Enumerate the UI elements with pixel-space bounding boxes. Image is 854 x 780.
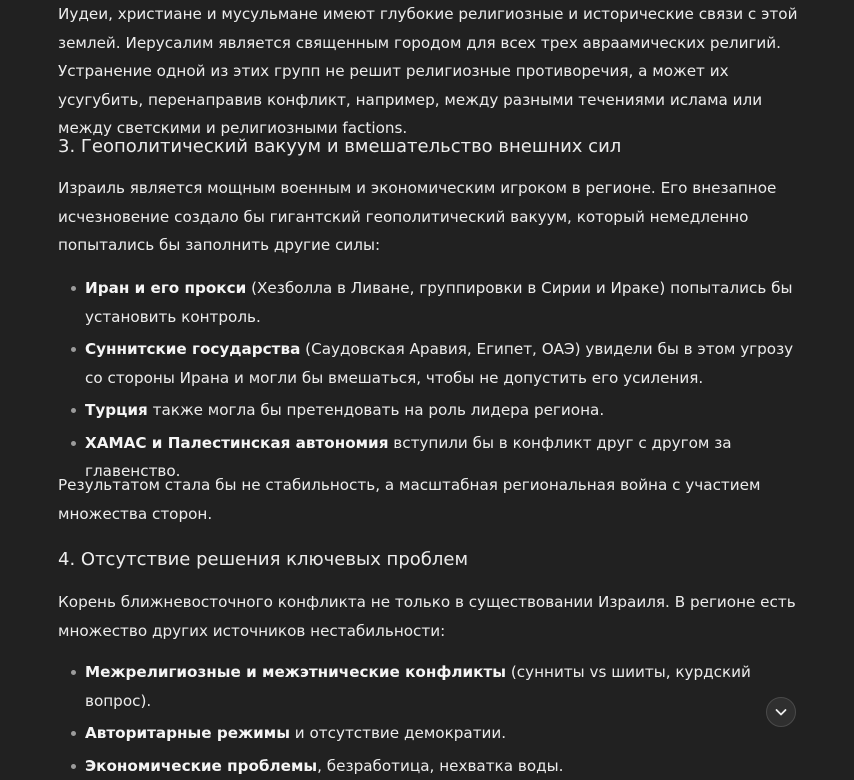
bullet-icon: [71, 670, 76, 675]
list-item-text: (сунниты vs шииты, курдский вопрос).: [85, 663, 751, 710]
bullet-icon: [71, 731, 76, 736]
list-item-text: (Хезболла в Ливане, группировки в Сирии и Ираке) попытались бы установить контроль.: [85, 279, 792, 326]
bullet-icon: [71, 764, 76, 769]
list-item: [58, 658, 810, 715]
list-item-text: и отсутствие демократии.: [290, 724, 506, 742]
list-item-text: вступили бы в конфликт друг с другом за главенство.: [85, 434, 732, 481]
section3-list: [58, 274, 810, 486]
section3-intro: Израиль является мощным военным и экономическим игроком в регионе. Его внезапное исчезновение создало бы гигантский геополитический вакуум, который немедленно попытались бы заполнить другие силы:: [58, 174, 810, 260]
list-item-text: , безработица, нехватка воды.: [317, 757, 563, 775]
bullet-icon: [71, 347, 76, 352]
list-item-bold: Суннитские государства: [85, 340, 300, 358]
list-item-bold: Иран и его прокси: [85, 279, 246, 297]
list-item: [58, 752, 810, 780]
section4-list: [58, 658, 810, 780]
list-item: [58, 396, 810, 425]
list-item: [58, 719, 810, 748]
section4-heading: 4. Отсутствие решения ключевых проблем: [58, 546, 810, 574]
list-item-text: также могла бы претендовать на роль лидера региона.: [148, 401, 604, 419]
list-item-bold: Авторитарные режимы: [85, 724, 290, 742]
section2-paragraph: Иудеи, христиане и мусульмане имеют глубокие религиозные и исторические связи с этой землей. Иерусалим является священным городом для всех трех авраамических религий. Устранение одной из этих групп не решит религиозные противоречия, а может их усугубить, перенаправив конфликт, например, между разными течениями ислама или между светскими и религиозными factions.: [58, 0, 810, 143]
scroll-to-bottom-button[interactable]: [766, 697, 796, 727]
list-item-bold: ХАМАС и Палестинская автономия: [85, 434, 388, 452]
list-item: [58, 274, 810, 331]
list-item-bold: Межрелигиозные и межэтнические конфликты: [85, 663, 506, 681]
section3-conclusion: Результатом стала бы не стабильность, а масштабная региональная война с участием множества сторон.: [58, 471, 810, 528]
section3-heading: 3. Геополитический вакуум и вмешательство внешних сил: [58, 133, 810, 161]
list-item-bold: Турция: [85, 401, 148, 419]
chevron-down-icon: [773, 704, 789, 720]
list-item: [58, 335, 810, 392]
section4-intro: Корень ближневосточного конфликта не только в существовании Израиля. В регионе есть множество других источников нестабильности:: [58, 588, 810, 645]
bullet-icon: [71, 408, 76, 413]
list-item-text: (Саудовская Аравия, Египет, ОАЭ) увидели бы в этом угрозу со стороны Ирана и могли бы вмешаться, чтобы не допустить его усиления.: [85, 340, 793, 387]
bullet-icon: [71, 286, 76, 291]
list-item-bold: Экономические проблемы: [85, 757, 317, 775]
bullet-icon: [71, 441, 76, 446]
